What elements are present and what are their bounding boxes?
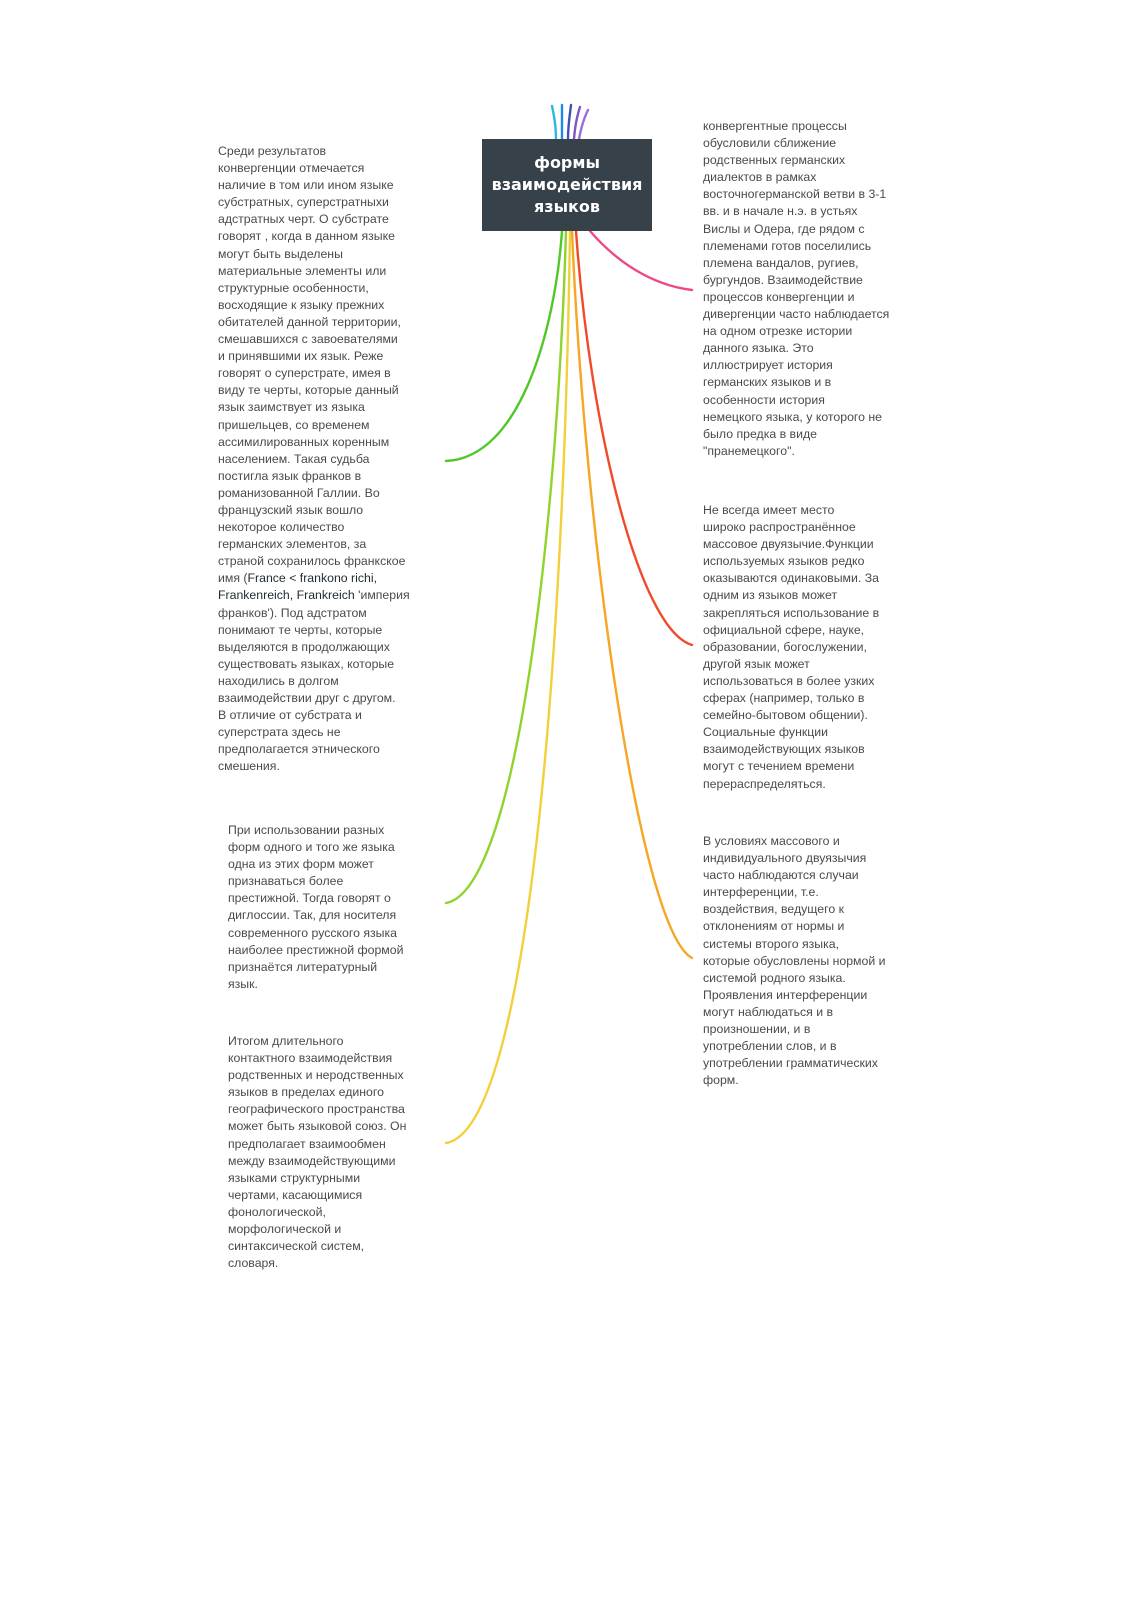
top-stub-4 <box>574 107 580 139</box>
topic-bilingualism-functions[interactable]: Не всегда имеет место широко распространённое массовое двуязычие.Функции используемых языков редко оказываются одинаковыми. За одним из языков может закрепляться использование в официальной сфере, науке, образовании, богослужении, другой язык может использоваться в более узких сферах (например, только в семейно-бытовом общении). Социальные функции взаимодействующих языков могут с течением времени перераспределяться. <box>703 503 880 791</box>
top-stub-3 <box>568 105 571 139</box>
connector-left-1 <box>446 231 562 461</box>
central-topic[interactable]: формы взаимодействия языков <box>482 139 652 231</box>
connector-right-2 <box>576 231 692 645</box>
topic-language-union[interactable]: Итогом длительного контактного взаимодействия родственных и неродственных языков в пределах единого географического пространства может быть языковой союз. Он предполагает взаимообмен между взаимодействующими языками структурными чертами, касающимися фонологической, морфологической и синтаксической систем, словаря. <box>228 1034 407 1271</box>
topic-text-part: Среди результатов конвергенции отмечается наличие в том или ином языке субстратных, суперстратныхи адстратных черт. О субстрате говорят , когда в данном языке могут быть выделены материальные элементы или структурные особенности, восходящие к языку прежних обитателей данной территории, смешавшихся с завоевателями и принявшими их язык. Реже говорят о суперстрате, имея в виду те черты, которые данный язык заимствует из языка пришельцев, со временем ассимилированных коренным населением. Такая судьба постигла язык франков в романизованной Галлии. Во французский язык вошло некоторое количество германских элементов, за страной сохранилось франкское имя ( <box>218 144 406 586</box>
connector-left-2 <box>446 231 566 903</box>
connector-right-3 <box>572 231 692 958</box>
topic-convergence-germanic[interactable]: конвергентные процессы обусловили сближение родственных германских диалектов в рамках восточногерманской ветви в 3-1 вв. и в начале н.э. в устьях Вислы и Одера, где рядом с племенами готов поселились племена вандалов, ругиев, бургундов. Взаимодействие процессов конвергенции и дивергенции часто наблюдается на одном отрезке истории данного языка. Это иллюстрирует история германских языков и в особенности история немецкого языка, у которого не было предка в виде "пранемецкого". <box>703 119 890 458</box>
top-stub-5 <box>579 110 588 139</box>
topic-interference[interactable]: В условиях массового и индивидуального двуязычия часто наблюдаются случаи интерференции, т.е. воздействия, ведущего к отклонениям от нормы и системы второго языка, которые обусловлены нормой и системой родного языка. Проявления интерференции могут наблюдаться и в произношении, и в употреблении слов, и в употреблении грамматических форм. <box>703 834 886 1088</box>
connector-right-1 <box>590 231 692 290</box>
topic-text-part: 'империя франков'). Под адстратом понимают те черты, которые выделяются в продолжающих существовать языках, которые находились в долгом взаимодействии друг с другом. В отличие от субстрата и суперстрата здесь не предполагается этнического смешения. <box>218 588 410 774</box>
connector-left-3 <box>446 231 570 1143</box>
topic-diglossia[interactable]: При использовании разных форм одного и того же языка одна из этих форм может признаваться более престижной. Тогда говорят о диглоссии. Так, для носителя современного русского языка наиболее престижной формой признаётся литературный язык. <box>228 823 404 991</box>
topic-substrate-superstrate-adstrate[interactable] <box>218 143 448 775</box>
top-stub-1 <box>552 106 556 139</box>
topic-text-highlight: France < frankono richi, Frankenreich, Frankreich <box>218 571 378 603</box>
